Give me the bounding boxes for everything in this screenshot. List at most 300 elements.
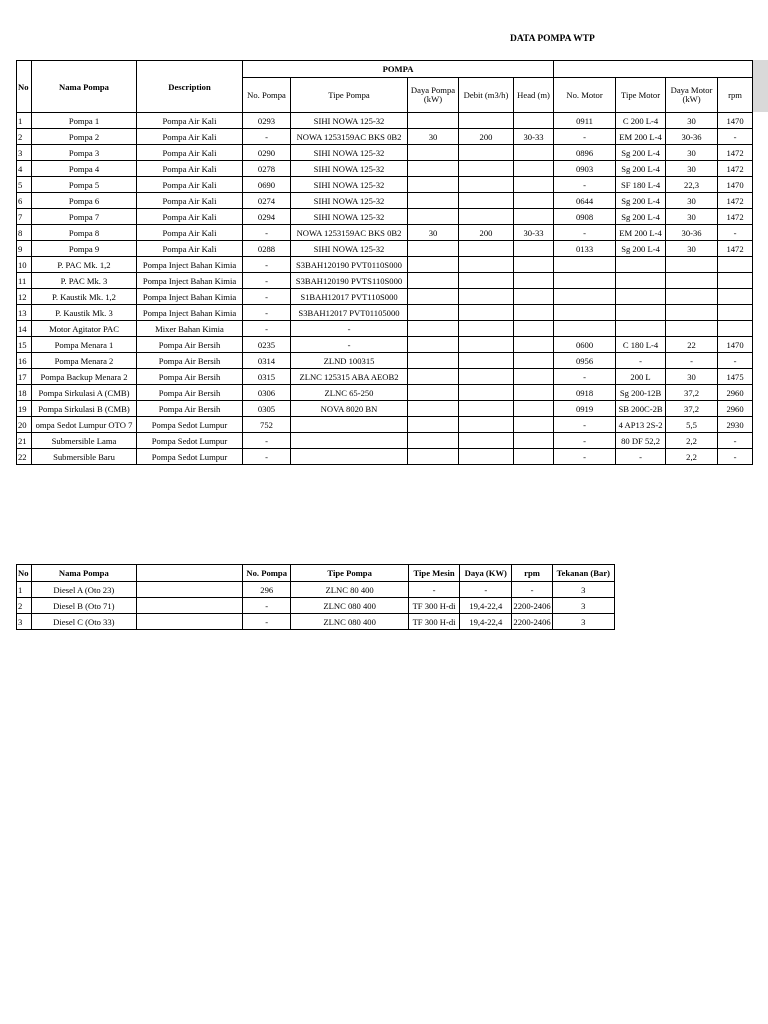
table-row [17, 209, 753, 225]
table-cell: - [243, 449, 291, 465]
table-cell: 3 [552, 614, 614, 630]
table-cell: 2 [17, 598, 32, 614]
table-cell: 0644 [554, 193, 616, 209]
table-row [17, 129, 753, 145]
table-cell [136, 614, 243, 630]
table-cell: 1472 [718, 161, 753, 177]
table-cell: 0235 [243, 337, 291, 353]
table-cell: SIHI NOWA 125-32 [291, 241, 408, 257]
table-cell: NOWA 1253159AC BKS 0B2 [291, 129, 408, 145]
table-cell: Pompa 8 [32, 225, 137, 241]
table-cell: - [718, 433, 753, 449]
table-cell [408, 449, 459, 465]
table-cell: ompa Sedot Lumpur OTO 7 [32, 417, 137, 433]
table-cell [408, 369, 459, 385]
table-cell: Diesel C (Oto 33) [32, 614, 137, 630]
table-cell [408, 289, 459, 305]
table-cell: 0290 [243, 145, 291, 161]
table-cell: 1472 [718, 209, 753, 225]
table-cell: 1 [17, 582, 32, 598]
table-cell: 3 [17, 145, 32, 161]
table-cell: P. Kaustik Mk. 3 [32, 305, 137, 321]
table-row [17, 273, 753, 289]
table-cell: 12 [17, 289, 32, 305]
table-cell [514, 433, 554, 449]
table-cell: SIHI NOWA 125-32 [291, 161, 408, 177]
table-row [17, 193, 753, 209]
table-cell: 2 [17, 129, 32, 145]
table-cell [514, 289, 554, 305]
table-cell [718, 257, 753, 273]
t2-col-header-nama-pompa: Nama Pompa [32, 565, 137, 582]
table-cell: 0294 [243, 209, 291, 225]
table-cell: C 200 L-4 [616, 113, 666, 129]
table-cell: 30-36 [666, 129, 718, 145]
table-cell: S3BAH120190 PVTS110S000 [291, 273, 408, 289]
table-cell: SB 200C-2B [616, 401, 666, 417]
col-header-tipe-pompa: Tipe Pompa [291, 78, 408, 113]
table-cell [408, 209, 459, 225]
table-cell [616, 321, 666, 337]
table-cell [136, 598, 243, 614]
table-cell: 30 [666, 241, 718, 257]
table-cell: - [291, 337, 408, 353]
table-cell [408, 273, 459, 289]
table-cell [408, 145, 459, 161]
table-cell [408, 401, 459, 417]
t2-col-header-rpm: rpm [512, 565, 552, 582]
diesel-table-body [17, 582, 615, 630]
table-cell: 2960 [718, 385, 753, 401]
table-cell [554, 305, 616, 321]
table-cell [408, 193, 459, 209]
table-cell: EM 200 L-4 [616, 225, 666, 241]
table-row [17, 305, 753, 321]
table-cell: TF 300 H-di [408, 598, 459, 614]
table-row [17, 582, 615, 598]
table-cell: 296 [243, 582, 291, 598]
table-cell: 0896 [554, 145, 616, 161]
table-cell: 30 [666, 145, 718, 161]
table-cell [666, 289, 718, 305]
pump-table-body [17, 113, 753, 465]
table-cell [514, 417, 554, 433]
table-cell: P. Kaustik Mk. 1,2 [32, 289, 137, 305]
table-cell: - [243, 321, 291, 337]
table-cell: 0314 [243, 353, 291, 369]
table-cell: Pompa Inject Bahan Kimia [137, 257, 243, 273]
table-cell: Pompa Air Bersih [137, 353, 243, 369]
table-cell: Pompa Sirkulasi B (CMB) [32, 401, 137, 417]
table-cell [514, 113, 554, 129]
table-cell: 22 [666, 337, 718, 353]
table-cell: 0911 [554, 113, 616, 129]
table-cell: 2,2 [666, 449, 718, 465]
table-cell: Diesel A (Oto 23) [32, 582, 137, 598]
table-cell [459, 449, 514, 465]
table-cell: 1470 [718, 337, 753, 353]
t2-col-header-tekanan: Tekanan (Bar) [552, 565, 614, 582]
table-cell: 0690 [243, 177, 291, 193]
table-cell: 9 [17, 241, 32, 257]
table-cell: - [243, 289, 291, 305]
table-cell: 0274 [243, 193, 291, 209]
table-cell: 2960 [718, 401, 753, 417]
table-cell [408, 385, 459, 401]
table-cell: 14 [17, 321, 32, 337]
table-cell [514, 321, 554, 337]
table-cell: 21 [17, 433, 32, 449]
table-cell: 30 [666, 209, 718, 225]
table-cell: Sg 200 L-4 [616, 209, 666, 225]
table-cell [408, 353, 459, 369]
table-cell: Sg 200-12B [616, 385, 666, 401]
table-cell: - [554, 129, 616, 145]
table-cell [459, 289, 514, 305]
table-cell: - [243, 305, 291, 321]
table-cell: 4 [17, 161, 32, 177]
table-cell: 20 [17, 417, 32, 433]
table-cell: - [408, 582, 459, 598]
t2-col-header-blank [136, 565, 243, 582]
table-cell: 7 [17, 209, 32, 225]
table-cell [616, 257, 666, 273]
table-cell: Pompa Air Kali [137, 161, 243, 177]
table-cell: - [243, 273, 291, 289]
table-cell: Pompa 1 [32, 113, 137, 129]
table-cell: 80 DF 52,2 [616, 433, 666, 449]
table-cell: 37,2 [666, 385, 718, 401]
table-cell: 0306 [243, 385, 291, 401]
table-cell: 1472 [718, 193, 753, 209]
group-header-pompa: POMPA [243, 61, 554, 78]
table-cell [666, 257, 718, 273]
table-cell [514, 353, 554, 369]
table-cell: 22,3 [666, 177, 718, 193]
table-cell: S1BAH12017 PVT110S000 [291, 289, 408, 305]
table-cell [291, 449, 408, 465]
table-cell: 1470 [718, 177, 753, 193]
table-row [17, 369, 753, 385]
table-cell: SIHI NOWA 125-32 [291, 193, 408, 209]
table-cell [459, 113, 514, 129]
table-cell [514, 273, 554, 289]
table-cell: EM 200 L-4 [616, 129, 666, 145]
table-cell: ZLNC 080 400 [291, 598, 409, 614]
table-cell: Pompa Inject Bahan Kimia [137, 305, 243, 321]
table-cell: 0956 [554, 353, 616, 369]
table-cell [554, 289, 616, 305]
t2-col-header-daya: Daya (KW) [460, 565, 512, 582]
table-cell: - [243, 598, 291, 614]
group-header-motor [554, 61, 753, 78]
table-cell: 1472 [718, 241, 753, 257]
table-cell: 5,5 [666, 417, 718, 433]
table-cell [514, 209, 554, 225]
table-row [17, 241, 753, 257]
table-cell: ZLNC 125315 ABA AEOB2 [291, 369, 408, 385]
table-cell [666, 321, 718, 337]
col-header-no-pompa: No. Pompa [243, 78, 291, 113]
table-row [17, 321, 753, 337]
table-cell [514, 177, 554, 193]
table-cell: 30-33 [514, 225, 554, 241]
table-cell: - [512, 582, 552, 598]
diesel-pump-table [16, 564, 615, 630]
table-cell [514, 161, 554, 177]
table-cell [514, 145, 554, 161]
col-header-head: Head (m) [514, 78, 554, 113]
table-cell: Pompa 9 [32, 241, 137, 257]
table-cell: - [243, 433, 291, 449]
table-cell: SIHI NOWA 125-32 [291, 209, 408, 225]
table-cell: 19,4-22,4 [460, 614, 512, 630]
table-cell [514, 305, 554, 321]
table-cell [514, 241, 554, 257]
table-cell: 200 [459, 225, 514, 241]
table-cell: Sg 200 L-4 [616, 193, 666, 209]
table-cell [459, 337, 514, 353]
table-cell [459, 385, 514, 401]
table-cell: 30 [666, 193, 718, 209]
table-cell: 17 [17, 369, 32, 385]
table-cell [459, 353, 514, 369]
table-cell [459, 321, 514, 337]
col-header-no-motor: No. Motor [554, 78, 616, 113]
table-cell [291, 417, 408, 433]
table-row [17, 614, 615, 630]
table-cell: 5 [17, 177, 32, 193]
table-cell: - [243, 129, 291, 145]
table-cell: - [554, 177, 616, 193]
table-cell [459, 433, 514, 449]
table-row [17, 353, 753, 369]
table-cell: S3BAH12017 PVT01105000 [291, 305, 408, 321]
gray-filler-block [752, 60, 768, 112]
table-row [17, 225, 753, 241]
table-cell: Pompa 6 [32, 193, 137, 209]
table-cell [616, 305, 666, 321]
table-row [17, 385, 753, 401]
table-row [17, 449, 753, 465]
table-cell [514, 449, 554, 465]
table-cell: 0908 [554, 209, 616, 225]
table-row [17, 145, 753, 161]
table-cell [459, 417, 514, 433]
table-cell: 30 [666, 161, 718, 177]
table-cell [408, 177, 459, 193]
table-cell [408, 113, 459, 129]
table-cell: 1 [17, 113, 32, 129]
table-cell [408, 161, 459, 177]
table-cell [718, 321, 753, 337]
table-cell: 30 [666, 113, 718, 129]
table-cell [718, 305, 753, 321]
table-cell: 752 [243, 417, 291, 433]
table-cell: 22 [17, 449, 32, 465]
table-cell: ZLNC 65-250 [291, 385, 408, 401]
table-cell: 200 L [616, 369, 666, 385]
table-cell [408, 321, 459, 337]
table-cell [459, 209, 514, 225]
table-cell: 200 [459, 129, 514, 145]
table-cell: Diesel B (Oto 71) [32, 598, 137, 614]
table-cell: Pompa 4 [32, 161, 137, 177]
table-cell: 8 [17, 225, 32, 241]
table-cell [459, 401, 514, 417]
table-row [17, 161, 753, 177]
t2-col-header-tipe-mesin: Tipe Mesin [408, 565, 459, 582]
table-cell: Pompa Air Kali [137, 209, 243, 225]
table-cell: Pompa Air Bersih [137, 385, 243, 401]
table-cell [554, 257, 616, 273]
table-cell: 10 [17, 257, 32, 273]
col-header-daya-motor: Daya Motor (kW) [666, 78, 718, 113]
table-cell: - [718, 129, 753, 145]
table-cell: 15 [17, 337, 32, 353]
table-cell: - [554, 417, 616, 433]
table-cell: Pompa 5 [32, 177, 137, 193]
table-cell [718, 273, 753, 289]
table-cell [459, 257, 514, 273]
table-cell [408, 337, 459, 353]
table-cell [514, 337, 554, 353]
table-cell: 16 [17, 353, 32, 369]
table-cell: NOWA 1253159AC BKS 0B2 [291, 225, 408, 241]
table-cell: SIHI NOWA 125-32 [291, 113, 408, 129]
table-cell: Pompa Air Kali [137, 193, 243, 209]
table-cell: - [616, 353, 666, 369]
table-row [17, 289, 753, 305]
table-cell: Sg 200 L-4 [616, 145, 666, 161]
table-cell: 13 [17, 305, 32, 321]
table-cell [459, 161, 514, 177]
table-cell [408, 241, 459, 257]
table-cell: Mixer Bahan Kimia [137, 321, 243, 337]
table-cell [616, 273, 666, 289]
table-cell: Pompa 2 [32, 129, 137, 145]
table-cell [291, 433, 408, 449]
table-cell [408, 305, 459, 321]
page-title: DATA POMPA WTP [510, 34, 595, 44]
table-cell [666, 273, 718, 289]
table-cell [459, 369, 514, 385]
col-header-daya-pompa: Daya Pompa (kW) [408, 78, 459, 113]
table-cell: 6 [17, 193, 32, 209]
table-cell [554, 273, 616, 289]
table-cell: Pompa Sirkulasi A (CMB) [32, 385, 137, 401]
table-row [17, 177, 753, 193]
table-cell: Submersible Lama [32, 433, 137, 449]
table-cell: 11 [17, 273, 32, 289]
table-cell: Pompa Menara 2 [32, 353, 137, 369]
table-cell: - [718, 449, 753, 465]
table-cell [554, 321, 616, 337]
table-cell: 1470 [718, 113, 753, 129]
table-cell: - [616, 449, 666, 465]
table-cell: - [243, 614, 291, 630]
table-cell: 18 [17, 385, 32, 401]
table-cell: TF 300 H-di [408, 614, 459, 630]
table-cell: Pompa Sedot Lumpur [137, 433, 243, 449]
table-cell [459, 273, 514, 289]
table-cell [459, 177, 514, 193]
table-cell [514, 385, 554, 401]
col-header-nama-pompa: Nama Pompa [32, 61, 137, 113]
col-header-tipe-motor: Tipe Motor [616, 78, 666, 113]
table-cell [459, 241, 514, 257]
table-cell: Pompa Air Kali [137, 241, 243, 257]
table-cell: 2200-2406 [512, 598, 552, 614]
table-cell: - [666, 353, 718, 369]
table-row [17, 113, 753, 129]
t2-col-header-tipe-pompa: Tipe Pompa [291, 565, 409, 582]
table-cell: 3 [552, 582, 614, 598]
table-cell: 37,2 [666, 401, 718, 417]
table-cell: Pompa 3 [32, 145, 137, 161]
table-cell: - [554, 225, 616, 241]
table-cell: 0919 [554, 401, 616, 417]
table-cell [408, 433, 459, 449]
table-cell: Submersible Baru [32, 449, 137, 465]
table-cell: 0600 [554, 337, 616, 353]
table-cell: 0293 [243, 113, 291, 129]
table-cell: 30 [408, 225, 459, 241]
table-cell: 2,2 [666, 433, 718, 449]
col-header-no: No [17, 61, 32, 113]
table-cell: 0918 [554, 385, 616, 401]
table-cell [514, 257, 554, 273]
table-cell: Pompa Air Kali [137, 129, 243, 145]
table-cell: - [291, 321, 408, 337]
table-cell: 2930 [718, 417, 753, 433]
table-cell: Pompa Backup Menara 2 [32, 369, 137, 385]
table-cell: 0305 [243, 401, 291, 417]
table-cell: Pompa Air Kali [137, 113, 243, 129]
table-cell: 4 AP13 2S-2 [616, 417, 666, 433]
table-cell: - [554, 369, 616, 385]
table-cell: Pompa Air Kali [137, 177, 243, 193]
table-cell: - [554, 449, 616, 465]
table-cell: SIHI NOWA 125-32 [291, 145, 408, 161]
table-cell: S3BAH120190 PVT0110S000 [291, 257, 408, 273]
table-cell [459, 145, 514, 161]
table-cell [459, 193, 514, 209]
table-row [17, 598, 615, 614]
table-cell: - [718, 225, 753, 241]
table-cell: 30 [408, 129, 459, 145]
table-cell [408, 257, 459, 273]
col-header-description: Description [137, 61, 243, 113]
table-cell: Pompa Air Kali [137, 145, 243, 161]
table-cell: - [243, 225, 291, 241]
table-cell: 0315 [243, 369, 291, 385]
table-cell [408, 417, 459, 433]
table-cell [136, 582, 243, 598]
table-cell: Pompa Air Bersih [137, 337, 243, 353]
table-cell: 3 [17, 614, 32, 630]
table-cell: 2200-2406 [512, 614, 552, 630]
table-cell: ZLND 100315 [291, 353, 408, 369]
table-cell: Sg 200 L-4 [616, 161, 666, 177]
table-cell [514, 401, 554, 417]
table-cell: 30 [666, 369, 718, 385]
table-cell: Pompa Sedot Lumpur [137, 417, 243, 433]
table-cell [514, 193, 554, 209]
table-cell: 30-33 [514, 129, 554, 145]
table-cell [616, 289, 666, 305]
t2-col-header-no-pompa: No. Pompa [243, 565, 291, 582]
